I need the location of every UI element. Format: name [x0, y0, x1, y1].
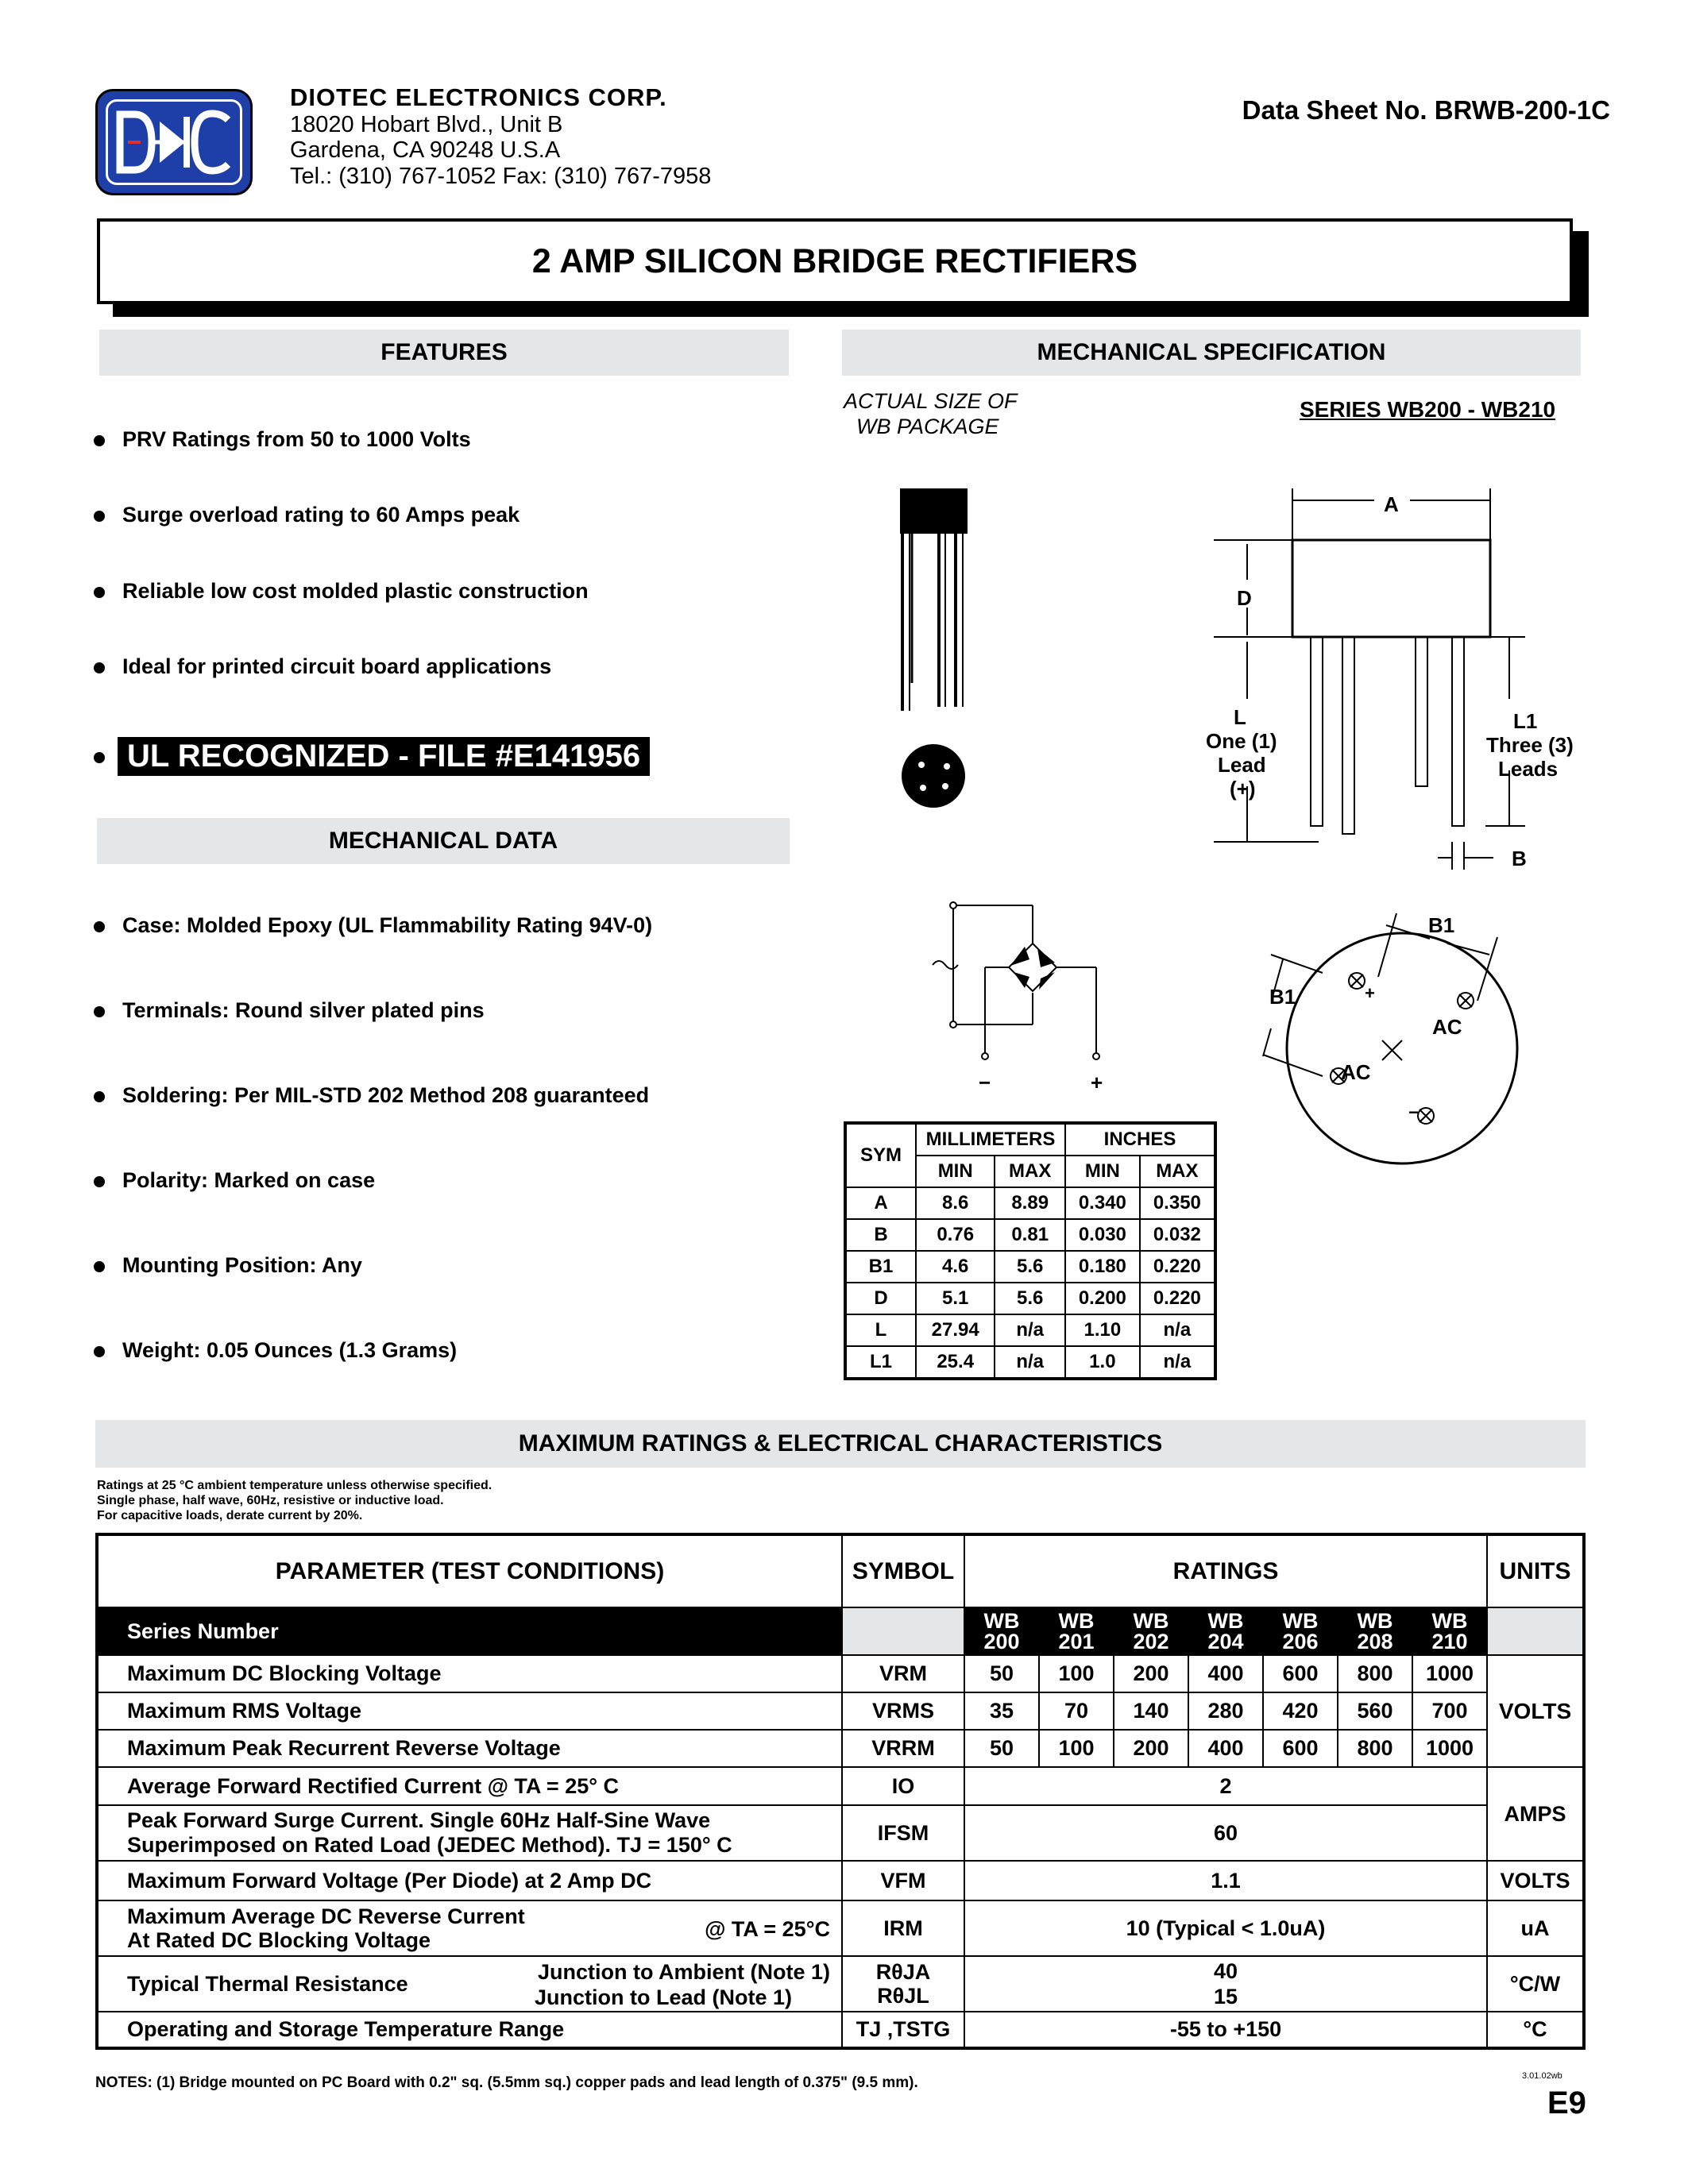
footer-code: 3.01.02wb [1522, 2071, 1562, 2081]
series-number-label: Series Number [97, 1607, 842, 1655]
dim-label-leads: Leads [1498, 757, 1559, 781]
feature-item: Surge overload rating to 60 Amps peak [94, 503, 520, 527]
title-box [97, 218, 1573, 304]
company-phone: Tel.: (310) 767-1052 Fax: (310) 767-7958 [290, 164, 712, 189]
bottom-label-b1-top: B1 [1428, 913, 1455, 937]
footer-notes: NOTES: (1) Bridge mounted on PC Board with 0.2" sq. (5.5mm sq.) copper pads and lead length of 0.375" (9.5 mm). [95, 2074, 918, 2091]
col-ratings: RATINGS [964, 1534, 1487, 1607]
bottom-label-minus: − [1408, 1102, 1419, 1122]
datasheet-number: Data Sheet No. BRWB-200-1C [1242, 95, 1610, 125]
package-dimension-drawing [1192, 477, 1589, 874]
circuit-plus: + [1091, 1071, 1103, 1094]
series-label: SERIES WB200 - WB210 [1300, 397, 1556, 422]
page-number: E9 [1547, 2086, 1586, 2120]
mech-spec-heading: MECHANICAL SPECIFICATION [842, 330, 1581, 376]
mech-data-item: Terminals: Round silver plated pins [94, 998, 485, 1023]
wb-package-label: WB PACKAGE [856, 415, 999, 438]
unit-amps: AMPS [1487, 1767, 1584, 1861]
dim-col-in: INCHES [1065, 1123, 1215, 1156]
dim-label-b: B [1512, 847, 1527, 870]
ratings-note-3: For capacitive loads, derate current by 20%. [97, 1509, 363, 1522]
mech-data-item: Polarity: Marked on case [94, 1168, 375, 1193]
series-units-blank [1487, 1607, 1584, 1655]
dim-label-d: D [1237, 586, 1252, 610]
dim-label-lead: Lead [1218, 753, 1266, 777]
ul-recognized: UL RECOGNIZED - FILE #E141956 [94, 737, 650, 776]
dim-col-mm: MILLIMETERS [916, 1123, 1065, 1156]
dim-label-one: One (1) [1206, 729, 1277, 753]
series-cell: WB 204 [1188, 1607, 1263, 1655]
ratings-note-2: Single phase, half wave, 60Hz, resistive or inductive load. [97, 1494, 444, 1507]
series-cell: WB 200 [964, 1607, 1039, 1655]
dim-col-in-max: MAX [1140, 1156, 1215, 1187]
row-irm: Maximum Average DC Reverse Current At Rated DC Blocking Voltage @ TA = 25°C IRM 10 (Typical < 1.0uA) uA [97, 1900, 1584, 1956]
dim-col-mm-min: MIN [916, 1156, 995, 1187]
bottom-label-plus: + [1365, 983, 1375, 1003]
page-title: 2 AMP SILICON BRIDGE RECTIFIERS [531, 242, 1138, 280]
company-address-2: Gardena, CA 90248 U.S.A [290, 137, 561, 163]
dim-label-a: A [1384, 492, 1399, 516]
dim-row: L 27.94 n/a 1.10 n/a [845, 1314, 1215, 1346]
dim-row: A 8.6 8.89 0.340 0.350 [845, 1187, 1215, 1219]
dim-row: L1 25.4 n/a 1.0 n/a [845, 1346, 1215, 1379]
unit-volts: VOLTS [1487, 1655, 1584, 1767]
ratings-table [95, 1533, 1586, 2050]
bottom-label-b1-left: B1 [1269, 985, 1296, 1009]
package-actual-size [874, 477, 985, 810]
series-cell: WB 210 [1412, 1607, 1487, 1655]
mech-data-item: Case: Molded Epoxy (UL Flammability Rating 94V-0) [94, 913, 652, 938]
dimension-table [844, 1121, 1217, 1380]
bottom-label-ac-left: AC [1341, 1060, 1371, 1084]
row-vrm: Maximum DC Blocking Voltage VRM 50 100 200 400 600 800 1000 VOLTS [97, 1655, 1584, 1692]
ratings-heading: MAXIMUM RATINGS & ELECTRICAL CHARACTERISTICS [95, 1420, 1586, 1468]
dim-label-l1: L1 [1513, 709, 1538, 733]
feature-item: PRV Ratings from 50 to 1000 Volts [94, 427, 471, 452]
row-vrms: Maximum RMS Voltage VRMS 35 70 140 280 420 560 700 [97, 1692, 1584, 1730]
row-vfm: Maximum Forward Voltage (Per Diode) at 2 Amp DC VFM 1.1 VOLTS [97, 1861, 1584, 1900]
company-address-1: 18020 Hobart Blvd., Unit B [290, 112, 563, 137]
bridge-circuit-symbol [921, 889, 1128, 1080]
dim-row: D 5.1 5.6 0.200 0.220 [845, 1283, 1215, 1314]
col-parameter: PARAMETER (TEST CONDITIONS) [97, 1534, 842, 1607]
dim-label-l: L [1234, 705, 1246, 729]
dim-col-mm-max: MAX [995, 1156, 1065, 1187]
dim-col-sym: SYM [845, 1123, 916, 1187]
col-units: UNITS [1487, 1534, 1584, 1607]
row-ifsm: Peak Forward Surge Current. Single 60Hz Half-Sine Wave Superimposed on Rated Load (JEDEC Method). TJ = 150° C IFSM 60 [97, 1805, 1584, 1861]
row-thermal: Typical Thermal Resistance Junction to Ambient (Note 1) Junction to Lead (Note 1) RθJA RθJL 40 15 °C/W [97, 1956, 1584, 2012]
features-heading: FEATURES [99, 330, 789, 376]
dim-col-in-min: MIN [1065, 1156, 1140, 1187]
series-symbol-blank [842, 1607, 964, 1655]
col-symbol: SYMBOL [842, 1534, 964, 1607]
mechanical-data-heading: MECHANICAL DATA [97, 818, 790, 864]
dim-label-three: Three (3) [1486, 733, 1574, 757]
series-cell: WB 201 [1039, 1607, 1114, 1655]
dim-row: B1 4.6 5.6 0.180 0.220 [845, 1251, 1215, 1283]
package-bottom-view [1223, 889, 1573, 1183]
bottom-label-ac-right: AC [1432, 1015, 1462, 1039]
dim-label-plus: (+) [1230, 777, 1256, 801]
dim-row: B 0.76 0.81 0.030 0.032 [845, 1219, 1215, 1251]
feature-item: Reliable low cost molded plastic construction [94, 579, 589, 604]
logo-diode-mark [109, 102, 239, 182]
series-cell: WB 208 [1338, 1607, 1412, 1655]
series-cell: WB 206 [1263, 1607, 1338, 1655]
circuit-minus: − [979, 1071, 991, 1094]
row-temp: Operating and Storage Temperature Range TJ ,TSTG -55 to +150 °C [97, 2012, 1584, 2048]
series-cell: WB 202 [1114, 1607, 1188, 1655]
company-logo [95, 89, 253, 195]
row-vrrm: Maximum Peak Recurrent Reverse Voltage VRRM 50 100 200 400 600 800 1000 [97, 1730, 1584, 1767]
row-io: Average Forward Rectified Current @ TA = 25° C IO 2 AMPS [97, 1767, 1584, 1805]
feature-item: Ideal for printed circuit board applications [94, 654, 551, 679]
company-name: DIOTEC ELECTRONICS CORP. [290, 83, 667, 111]
actual-size-label: ACTUAL SIZE OF [844, 389, 1018, 413]
mech-data-item: Mounting Position: Any [94, 1253, 362, 1278]
mech-data-item: Soldering: Per MIL-STD 202 Method 208 guaranteed [94, 1083, 649, 1108]
ratings-note-1: Ratings at 25 °C ambient temperature unless otherwise specified. [97, 1479, 492, 1492]
mech-data-item: Weight: 0.05 Ounces (1.3 Grams) [94, 1338, 457, 1363]
